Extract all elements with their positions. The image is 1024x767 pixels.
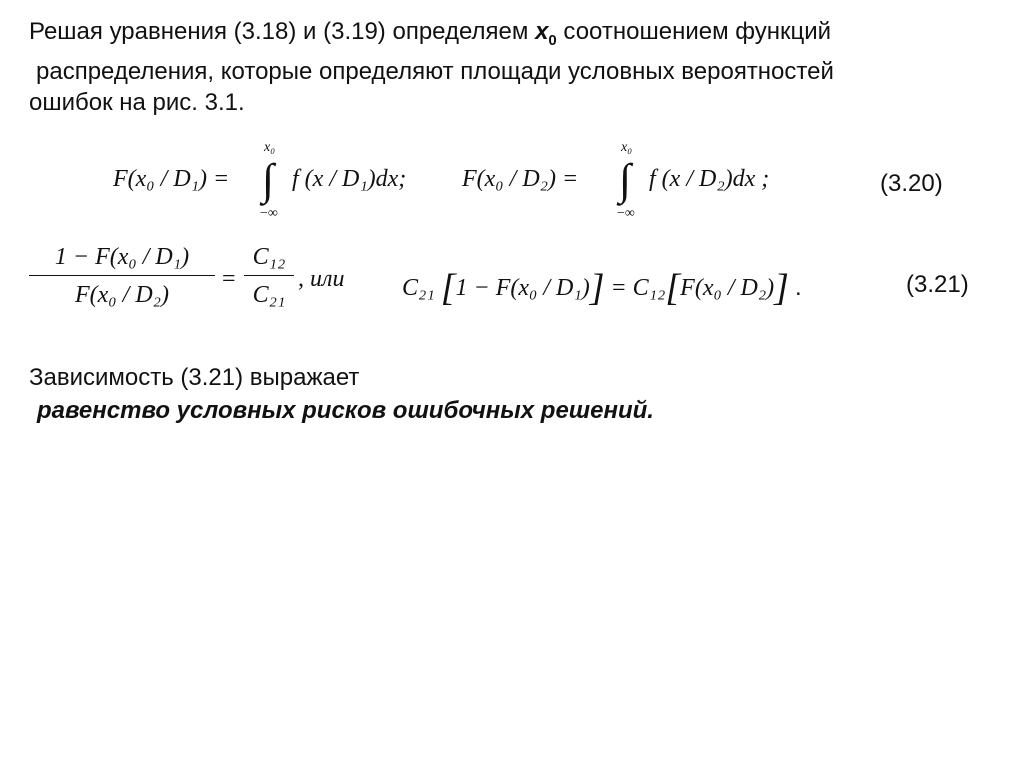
eq320-integrand-2: f (x / D₂)dx ; [649,166,770,192]
eq320-lhs-1: F(x₀ / D₁) = [113,166,230,192]
integral-sign: ∫ [619,155,632,204]
intro-paragraph [29,16,999,118]
integral-sign: ∫ [262,155,275,204]
intro-line-2: распределения, которые определяют площади условных вероятностей [36,57,834,85]
eq320-int2-lower: −∞ [617,206,635,221]
intro-line-1-text-b: соотношением функций [556,18,832,45]
right-bracket: ] [774,267,789,309]
left-bracket: [ [440,267,456,309]
eq321-c21: C₂₁ [402,275,435,301]
eq321-eq-mid: = C₁₂ [610,275,666,301]
eq320-integral-1 [258,140,288,230]
right-bracket: ] [589,267,605,309]
left-bracket: [ [665,267,681,309]
eq321-bracket-2: F(x₀ / D₂) [680,275,775,301]
eq320-lhs-2: F(x₀ / D₂) = [462,166,579,192]
eq320-number: (3.20) [880,170,943,197]
eq321-dot: . [794,274,802,301]
eq321-fraction-1 [29,244,215,309]
eq321-bracket-1: 1 − F(x₀ / D₁) [455,275,590,301]
eq321-ili: , или [298,266,345,292]
eq320-int1-upper: x₀ [264,140,276,155]
eq320-int2-upper: x₀ [621,140,633,155]
eq320-int1-lower: −∞ [260,206,278,221]
intro-line-1 [29,16,999,56]
intro-line-1-text-a: Решая уравнения (3.18) и (3.19) определяем [29,18,536,45]
eq321-frac2-numerator: C₁₂ [252,244,286,270]
conclusion-line-1: Зависимость (3.21) выражает [29,364,360,391]
variable-x: x [535,18,549,45]
eq321-fraction-2 [244,244,294,309]
conclusion-line-2: равенство условных рисков ошибочных решений. [37,397,654,424]
intro-line-3: ошибок на рис. 3.1. [29,88,245,116]
eq320-integral-2 [615,140,645,230]
eq321-equals: = [222,266,236,292]
eq321-frac1-numerator: 1 − F(x₀ / D₁) [54,244,190,270]
eq321-rhs [402,266,802,310]
eq321-frac1-denominator: F(x₀ / D₂) [75,282,169,308]
eq321-frac2-denominator: C₂₁ [252,282,286,308]
eq321-number: (3.21) [906,271,969,298]
variable-x-subscript: 0 [548,31,557,49]
conclusion-paragraph [29,362,654,426]
eq320-integrand-1: f (x / D₁)dx; [292,166,407,192]
